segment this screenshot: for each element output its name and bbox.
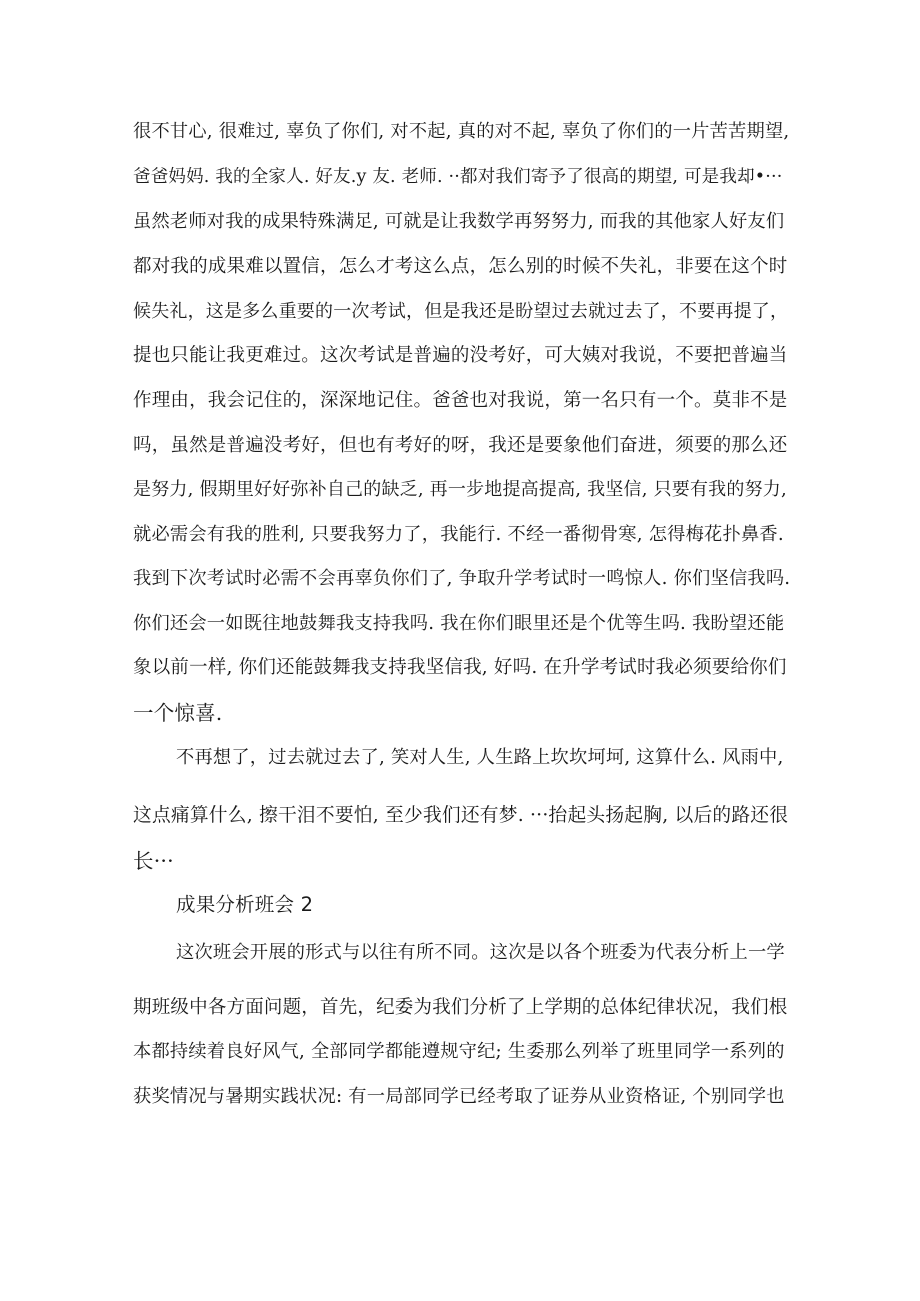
paragraph-1-line: 提也只能让我更难过。这次考试是普遍的没考好，可大姨对我说，不要把普遍当 [133,345,788,366]
paragraph-1-line: 很不甘心, 很难过, 辜负了你们, 对不起, 真的对不起, 辜负了你们的一片苦苦期望, [133,121,790,142]
paragraph-3-line: 本都持续着良好风气, 全部同学都能遵规守纪; 生委那么列举了班里同学一系列的 [133,1041,785,1062]
paragraph-1-line: 吗，虽然是普遍没考好，但也有考好的呀，我还是要象他们奋进，须要的那么还 [133,435,788,456]
paragraph-1-line: 你们还会一如既往地鼓舞我支持我吗. 我在你们眼里还是个优等生吗. 我盼望还能 [133,613,785,634]
paragraph-1-line: 是努力, 假期里好好弥补自己的缺乏, 再一步地提高提高, 我坚信, 只要有我的努力, [133,479,787,500]
paragraph-1-line: 候失礼，这是多么重要的一次考试，但是我还是盼望过去就过去了，不要再提了， [133,301,789,322]
section-heading: 成果分析班会 2 [176,893,314,916]
paragraph-1-line: 作理由，我会记住的，深深地记住。爸爸也对我说，第一名只有一个。莫非不是 [133,390,788,411]
paragraph-2-line: 这点痛算什么, 擦干泪不要怕, 至少我们还有梦. ···抬起头扬起胸, 以后的路还很 [133,805,789,826]
paragraph-1-line: 我到下次考试时必需不会再辜负你们了, 争取升学考试时一鸣惊人. 你们坚信我吗. [133,568,791,589]
paragraph-1-line: 爸爸妈妈. 我的全家人. 好友.y 友. 老师. ··都对我们寄予了很高的期望, 可是我却•··· [133,167,783,187]
paragraph-3-line: 这次班会开展的形式与以往有所不同。这次是以各个班委为代表分析上一学 [176,942,785,963]
paragraph-1-line: 就必需会有我的胜利, 只要我努力了，我能行. 不经一番彻骨寒, 怎得梅花扑鼻香. [133,524,784,545]
paragraph-1-line: 象以前一样, 你们还能鼓舞我支持我坚信我, 好吗. 在升学考试时我必须要给你们 [133,657,787,678]
paragraph-2-line: 不再想了，过去就过去了, 笑对人生, 人生路上坎坎坷坷, 这算什么. 风雨中, [176,747,784,768]
paragraph-3-line: 获奖情况与暑期实践状况: 有一局部同学已经考取了证券从业资格证, 个别同学也 [133,1086,785,1107]
paragraph-2-line: 长··· [133,849,174,873]
paragraph-1-line: 一个惊喜. [133,701,223,725]
paragraph-1-line: 都对我的成果难以置信，怎么才考这么点，怎么别的时候不失礼，非要在这个时 [133,256,788,277]
paragraph-1-line: 虽然老师对我的成果特殊满足, 可就是让我数学再努努力, 而我的其他家人好友们 [133,211,785,232]
paragraph-3-line: 期班级中各方面问题，首先，纪委为我们分析了上学期的总体纪律状况，我们根 [133,997,788,1018]
